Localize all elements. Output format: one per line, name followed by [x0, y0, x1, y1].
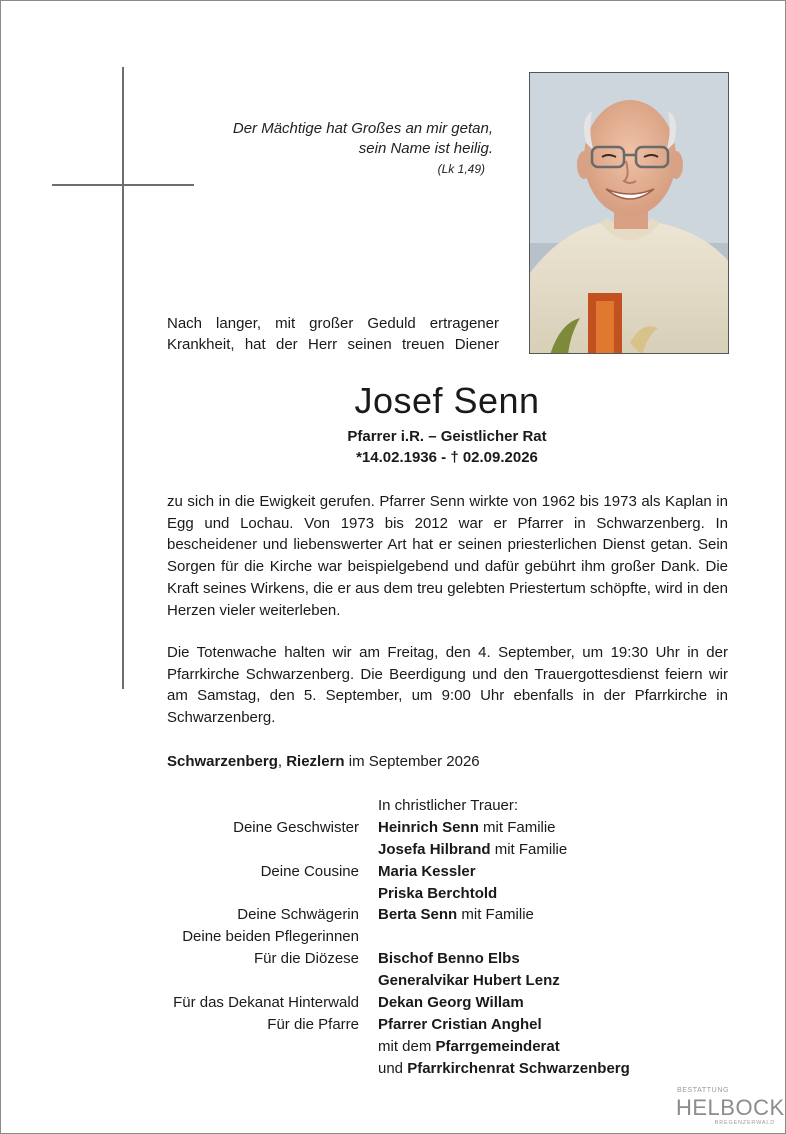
mourner-row — [111, 970, 751, 992]
cross-horizontal-beam — [52, 184, 194, 186]
mourner-row — [111, 926, 751, 948]
logo-main-text: HELBOCK — [676, 1095, 785, 1120]
place-date: im September 2026 — [344, 753, 480, 770]
mourner-prefix: und — [378, 1059, 408, 1077]
mourner-relation: Für die Pfarre — [267, 1015, 359, 1033]
mourner-row — [111, 992, 751, 1014]
place-separator: , — [277, 753, 287, 770]
mourner-row — [111, 883, 751, 905]
mourner-relation — [111, 970, 378, 992]
intro-text: Nach langer, mit großer Geduld ertragener Krankheit, hat der Herr seinen treuen Diener — [167, 315, 499, 353]
quote-line-1: Der Mächtige hat Großes an mir getan, — [232, 120, 493, 137]
quote-line-2: sein Name ist heilig. — [358, 140, 493, 157]
portrait-illustration — [530, 73, 729, 354]
mourner-row-church-council — [111, 1058, 751, 1080]
mourner-relation: Deine beiden Pflegerinnen — [182, 928, 359, 946]
mourner-prefix: mit dem — [378, 1037, 436, 1055]
mourner-row — [111, 817, 751, 839]
cross-vertical-beam — [122, 67, 124, 689]
mourner-name: Bischof Benno Elbs — [378, 950, 520, 968]
mourner-relation: Für die Diözese — [253, 950, 359, 968]
mourner-row — [111, 839, 751, 861]
mourner-name: Pfarrgemeinderat — [435, 1037, 560, 1055]
mourner-name: Pfarrer Cristian Anghel — [378, 1015, 542, 1033]
deceased-title: Pfarrer i.R. – Geistlicher Rat — [347, 428, 547, 445]
quote-reference: (Lk 1,49) — [437, 162, 485, 176]
logo-top-text: BESTATTUNG — [677, 1087, 730, 1094]
deceased-name: Josef Senn — [354, 380, 540, 421]
mourners-list — [111, 795, 751, 1080]
mourner-name: Berta Senn — [378, 906, 458, 924]
funeral-info-paragraph: Die Totenwache halten wir am Freitag, den 4. September, um 19:30 Uhr in der Pfarrkirche Schwarzenberg. Die Beerdigung und den Trauergottesdienst feiern wir am Samstag, den 5. September, um 9:00 Uhr ebenfalls in der Pfarrkirche in Schwarzenberg. — [167, 644, 728, 727]
place-town-2: Riezlern — [286, 753, 345, 770]
mourner-relation: Deine Cousine — [260, 862, 359, 880]
funeral-home-logo — [673, 1087, 785, 1129]
mourner-suffix: mit Familie — [457, 906, 534, 924]
mourner-relation: Deine Schwägerin — [237, 906, 359, 924]
mourner-row — [111, 1014, 751, 1036]
mourner-name: Josefa Hilbrand — [378, 840, 491, 858]
place-town-1: Schwarzenberg — [167, 753, 278, 770]
mourner-name: Dekan Georg Willam — [378, 994, 524, 1012]
mourner-relation — [111, 883, 378, 905]
deceased-dates: *14.02.1936 - † 02.09.2026 — [356, 449, 538, 466]
place-and-date — [167, 752, 480, 772]
mourner-name: Generalvikar Hubert Lenz — [378, 972, 560, 990]
mourner-name: Maria Kessler — [378, 862, 476, 880]
mourner-relation — [111, 839, 378, 861]
mourners-header: In christlicher Trauer: — [378, 797, 519, 814]
mourner-suffix: mit Familie — [490, 840, 568, 858]
mourner-row-parish-council — [111, 1036, 751, 1058]
mourner-name: Priska Berchtold — [378, 884, 498, 902]
mourners-header-row — [111, 795, 751, 817]
bible-quote — [161, 119, 493, 179]
mourner-row — [111, 948, 751, 970]
mourner-suffix: mit Familie — [478, 818, 556, 836]
logo-bottom-text: BREGENZERWALD — [714, 1120, 775, 1126]
mourner-relation: Deine Geschwister — [233, 818, 359, 836]
mourner-relation: Für das Dekanat Hinterwald — [173, 994, 359, 1012]
biography-paragraph: zu sich in die Ewigkeit gerufen. Pfarrer Senn wirkte von 1962 bis 1973 als Kaplan in Egg und Lochau. Von 1973 bis 2012 war er Pfarrer in Schwarzenberg. In bescheidener und liebenswerter Art hat er seinen priesterlichen Dienst getan. Sein Sorgen für die Kirche war beispielgebend und dafür gebührt ihm großer Dank. Die Kraft seines Wirkens, die er aus dem treu gelebten Priestertum schöpfte, wird in den Herzen vieler weiterleben. — [167, 493, 728, 619]
mourner-row — [111, 861, 751, 883]
mourner-row — [111, 904, 751, 926]
portrait-photo — [529, 72, 729, 354]
mourner-name: Heinrich Senn — [378, 818, 479, 836]
mourner-name: Pfarrkirchenrat Schwarzenberg — [407, 1059, 630, 1077]
